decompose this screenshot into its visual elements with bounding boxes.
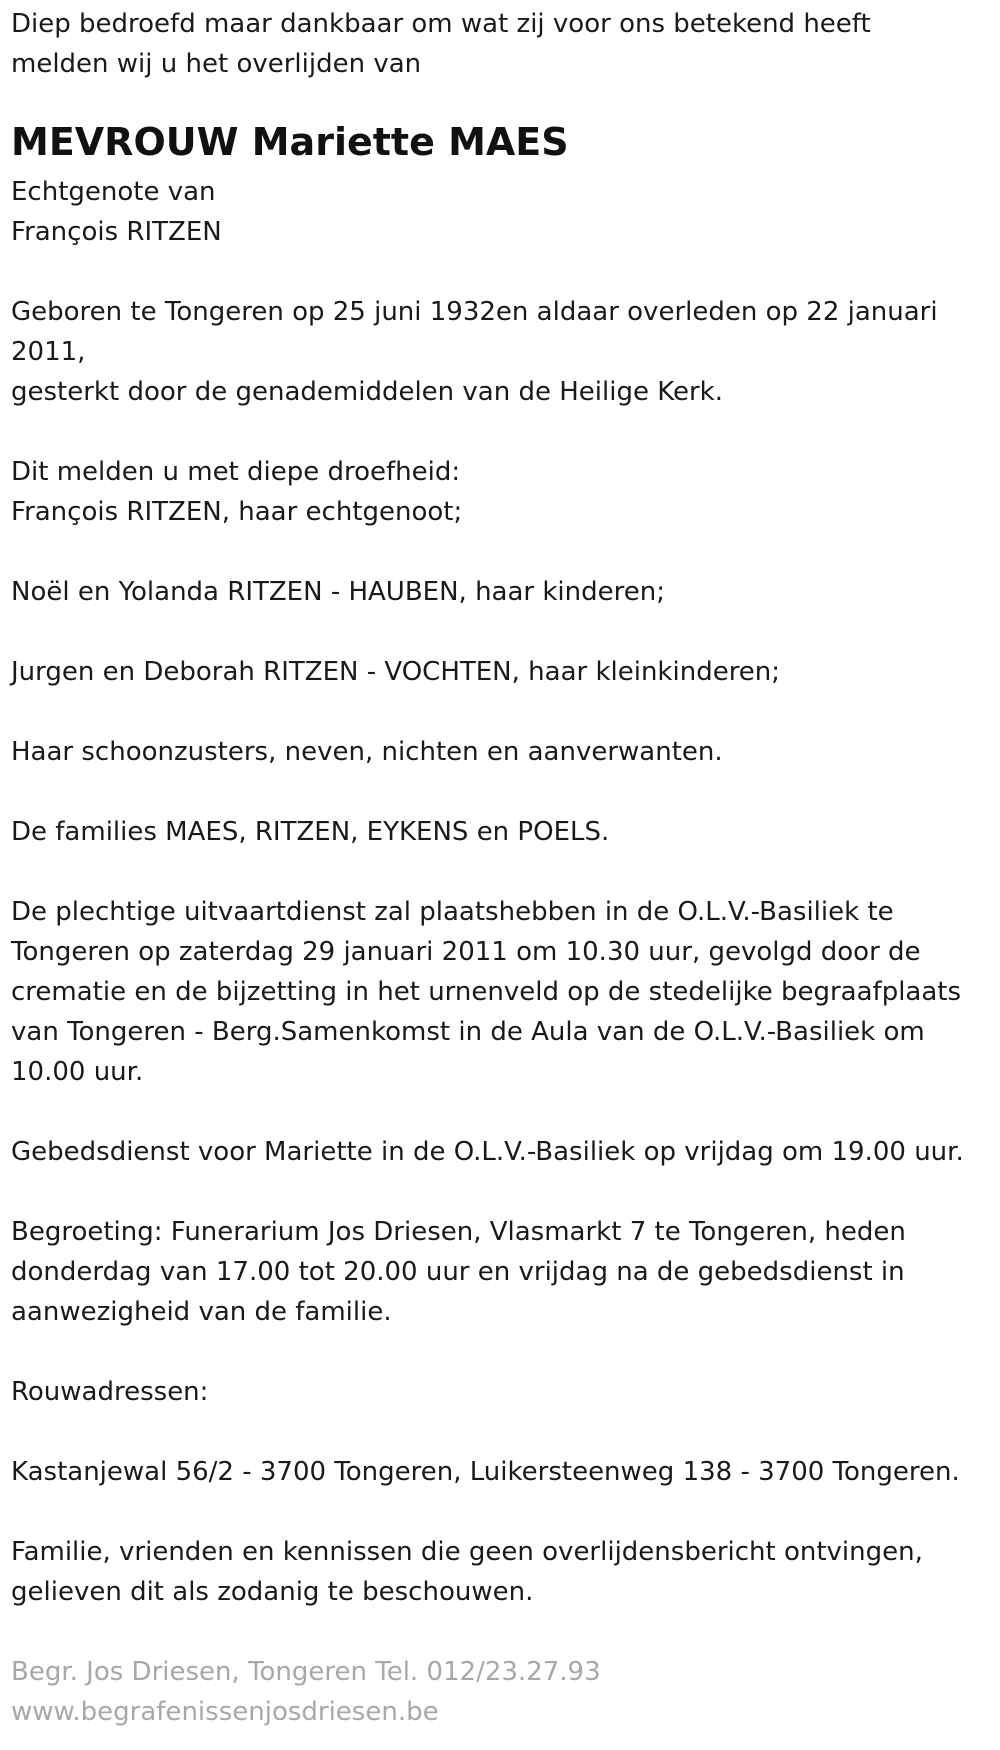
footer-paragraph [11,1652,996,1732]
spacer [11,532,996,572]
footer-line-1: Begr. Jos Driesen, Tongeren Tel. 012/23.27.93 [11,1657,601,1687]
mourners-grandchildren: Jurgen en Deborah RITZEN - VOCHTEN, haar kleinkinderen; [11,657,781,687]
spouse-name: François RITZEN [11,217,222,247]
mourners-intro: Dit melden u met diepe droefheid: [11,457,461,487]
birth-line-2: 2011, [11,337,86,367]
funeral-line-4: van Tongeren - Berg.Samenkomst in de Aula van de O.L.V.-Basiliek om [11,1017,925,1047]
deceased-name: MEVROUW Mariette MAES [11,120,569,164]
visitation-line-2: donderdag van 17.00 tot 20.00 uur en vrijdag na de gebedsdienst in [11,1257,905,1287]
spacer [11,1332,996,1372]
birth-line-3: gesterkt door de genademiddelen van de Heilige Kerk. [11,377,723,407]
spacer [11,1612,996,1652]
addresses-label: Rouwadressen: [11,1377,209,1407]
prayer-line-1: Gebedsdienst voor Mariette in de O.L.V.-Basiliek op vrijdag om 19.00 uur. [11,1137,964,1167]
mourners-spouse: François RITZEN, haar echtgenoot; [11,497,463,527]
funeral-line-2: Tongeren op zaterdag 29 januari 2011 om 10.30 uur, gevolgd door de [11,937,921,967]
relation-label: Echtgenote van [11,177,216,207]
funeral-line-1: De plechtige uitvaartdienst zal plaatshebben in de O.L.V.-Basiliek te [11,897,894,927]
spacer [11,692,996,732]
mourners-families: De families MAES, RITZEN, EYKENS en POELS. [11,817,610,847]
addresses-paragraph [11,1452,996,1492]
spacer [11,1172,996,1212]
spacer [11,1412,996,1452]
spacer [11,1492,996,1532]
spacer [11,612,996,652]
mourners-relatives: Haar schoonzusters, neven, nichten en aanverwanten. [11,737,723,767]
obituary-notice [11,4,996,1732]
spacer [11,252,996,292]
mourners-children: Noël en Yolanda RITZEN - HAUBEN, haar kinderen; [11,577,665,607]
funeral-paragraph [11,892,996,1092]
closing-line-1: Familie, vrienden en kennissen die geen overlijdensbericht ontvingen, [11,1537,923,1567]
addresses-label-paragraph [11,1372,996,1412]
addresses-line-1: Kastanjewal 56/2 - 3700 Tongeren, Luikersteenweg 138 - 3700 Tongeren. [11,1457,960,1487]
visitation-paragraph [11,1212,996,1332]
mourners-intro-paragraph [11,452,996,532]
intro-line-2: melden wij u het overlijden van [11,49,422,79]
spacer [11,1092,996,1132]
visitation-line-3: aanwezigheid van de familie. [11,1297,392,1327]
funeral-line-3: crematie en de bijzetting in het urnenveld op de stedelijke begraafplaats [11,977,962,1007]
prayer-paragraph [11,1132,996,1172]
funeral-line-5: 10.00 uur. [11,1057,144,1087]
birth-line-1: Geboren te Tongeren op 25 juni 1932en aldaar overleden op 22 januari [11,297,938,327]
spacer [11,412,996,452]
relatives-paragraph [11,732,996,772]
intro-paragraph [11,4,996,84]
grandchildren-paragraph [11,652,996,692]
closing-line-2: gelieven dit als zodanig te beschouwen. [11,1577,534,1607]
footer-website[interactable]: www.begrafenissenjosdriesen.be [11,1697,439,1727]
birth-paragraph [11,292,996,412]
families-paragraph [11,812,996,852]
intro-line-1: Diep bedroefd maar dankbaar om wat zij voor ons betekend heeft [11,9,871,39]
spouse-paragraph [11,172,996,252]
visitation-line-1: Begroeting: Funerarium Jos Driesen, Vlasmarkt 7 te Tongeren, heden [11,1217,906,1247]
closing-paragraph [11,1532,996,1612]
children-paragraph [11,572,996,612]
spacer [11,852,996,892]
spacer [11,772,996,812]
